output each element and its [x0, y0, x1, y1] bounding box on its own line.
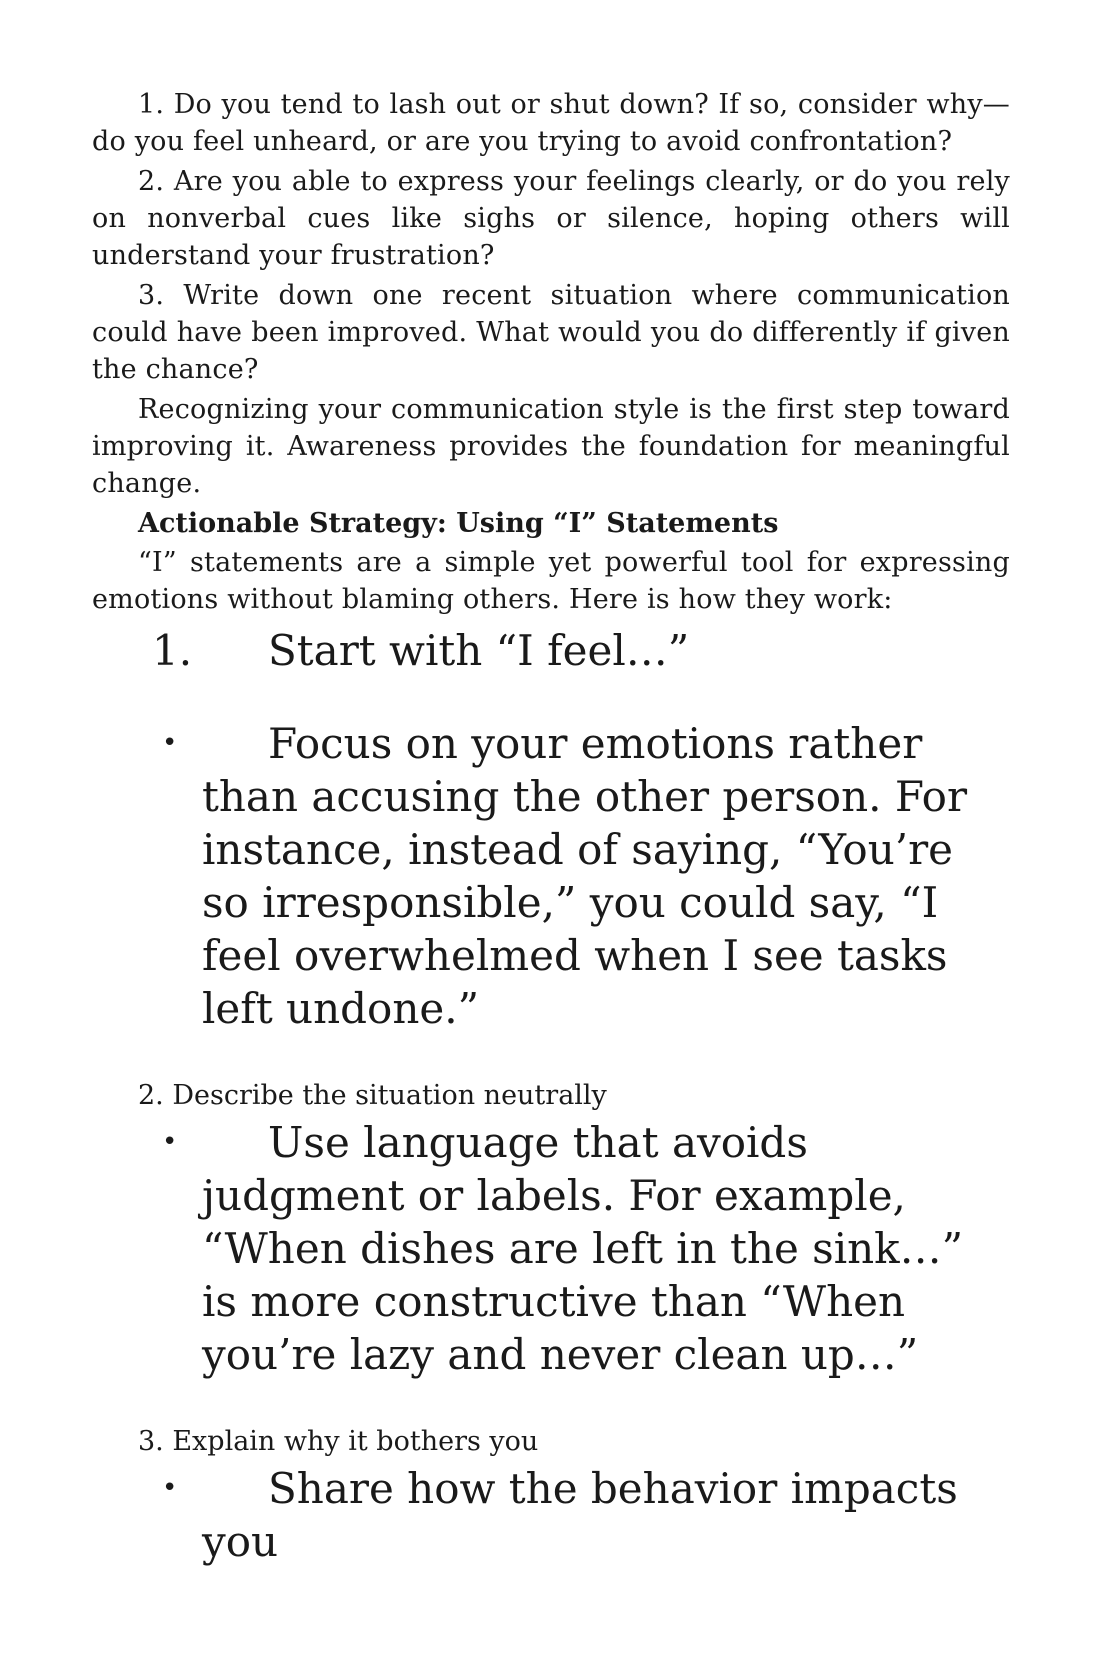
- document-page: [92, 86, 1010, 1568]
- step-1: [92, 624, 1010, 677]
- question-3: 3. Write down one recent situation where communication could have been improved. What would you do differently if given the chance?: [92, 280, 1010, 385]
- step-1-title: Start with “I feel…”: [268, 626, 690, 675]
- step-3-title: 3. Explain why it bothers you: [138, 1426, 539, 1457]
- section-heading: Actionable Strategy: Using “I” Statements: [138, 508, 779, 539]
- step-2-bullet: [92, 1116, 1010, 1381]
- step-3-detail: Share how the behavior impacts you: [202, 1464, 958, 1566]
- step-1-number: 1.: [152, 626, 193, 675]
- bullet-icon: •: [162, 1127, 178, 1157]
- step-2-title: 2. Describe the situation neutrally: [138, 1080, 607, 1111]
- step-1-detail: Focus on your emotions rather than accusing the other person. For instance, instead of saying, “You’re so irresponsible,” you could say, “I feel overwhelmed when I see tasks left undone.”: [202, 719, 968, 1033]
- question-1: 1. Do you tend to lash out or shut down? If so, consider why—do you feel unheard, or are you trying to avoid confrontation?: [92, 89, 1010, 157]
- step-1-bullet: [92, 717, 1010, 1035]
- question-2: 2. Are you able to express your feelings clearly, or do you rely on nonverbal cues like sighs or silence, hoping others will understand your frustration?: [92, 166, 1010, 271]
- recognizing-paragraph: Recognizing your communication style is the first step toward improving it. Awareness provides the foundation for meaningful change.: [92, 394, 1010, 499]
- step-3-bullet: [92, 1462, 1010, 1568]
- bullet-icon: •: [162, 728, 178, 758]
- intro-paragraph: “I” statements are a simple yet powerful tool for expressing emotions without blaming others. Here is how they work:: [92, 547, 1010, 615]
- bullet-icon: •: [162, 1473, 178, 1503]
- step-2-detail: Use language that avoids judgment or labels. For example, “When dishes are left in the sink…” is more constructive than “When you’re lazy and never clean up…”: [202, 1118, 964, 1379]
